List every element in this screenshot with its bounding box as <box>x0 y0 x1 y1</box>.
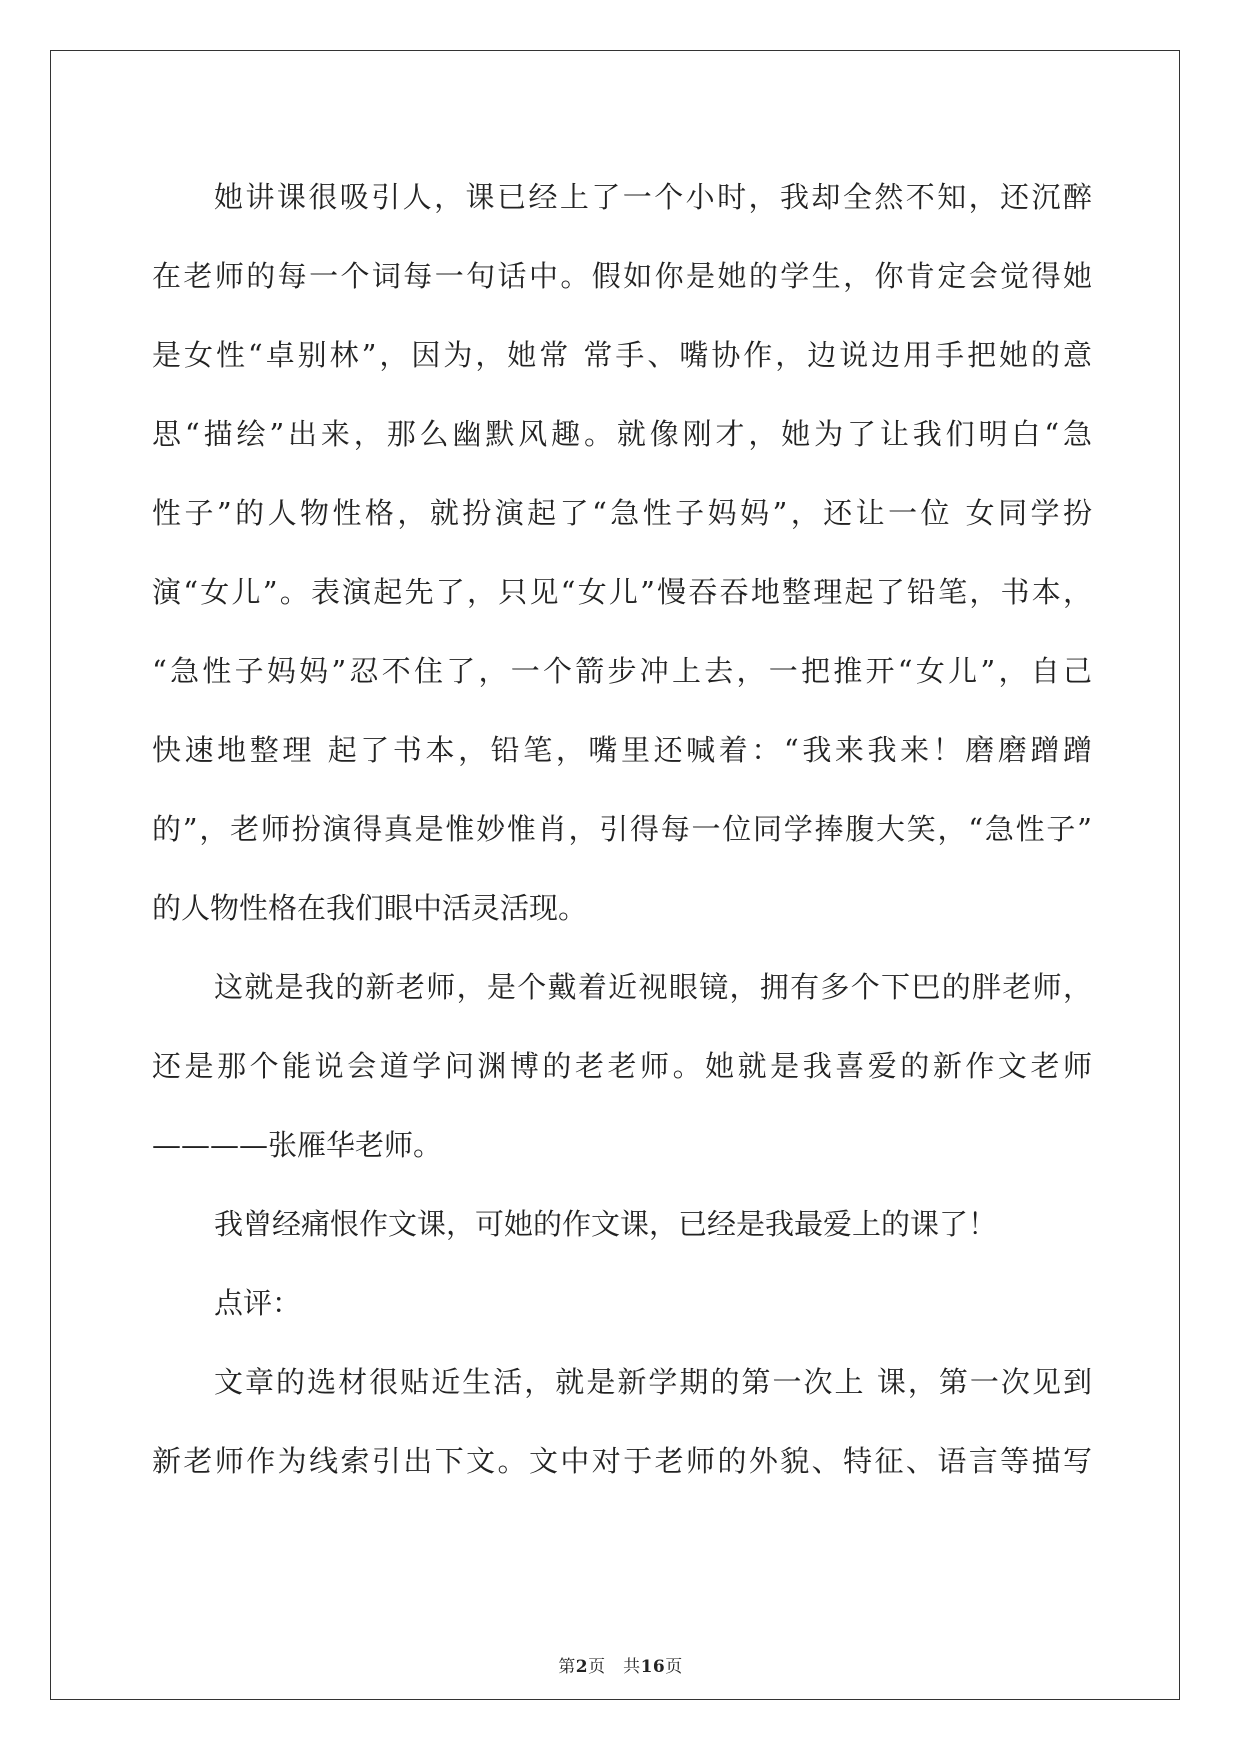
text-line: 新老师作为线索引出下文。文中对于老师的外貌、特征、语言等描写 <box>152 1444 1092 1478</box>
text-line: 在老师的每一个词每一句话中。假如你是她的学生，你肯定会觉得她 <box>152 259 1092 293</box>
text-line: 这就是我的新老师，是个戴着近视眼镜，拥有多个下巴的胖老师， <box>214 970 1092 1004</box>
text-line: 还是那个能说会道学问渊博的老老师。她就是我喜爱的新作文老师 <box>152 1049 1092 1083</box>
page-footer <box>0 1652 1241 1677</box>
current-page-number: 2 <box>575 1657 589 1677</box>
text-line: 点评： <box>214 1286 302 1320</box>
text-line: 我曾经痛恨作文课，可她的作文课，已经是我最爱上的课了！ <box>214 1207 998 1241</box>
footer-prefix: 第 <box>558 1657 576 1677</box>
document-body <box>152 158 1092 1501</box>
footer-mid: 页 共 <box>588 1657 641 1677</box>
text-line: 的”，老师扮演得真是惟妙惟肖，引得每一位同学捧腹大笑，“急性子” <box>152 812 1092 846</box>
text-line: 演“女儿”。表演起先了，只见“女儿”慢吞吞地整理起了铅笔，书本， <box>152 575 1092 609</box>
text-line: “急性子妈妈”忍不住了，一个箭步冲上去，一把推开“女儿”，自己 <box>152 654 1092 688</box>
footer-suffix: 页 <box>665 1657 683 1677</box>
text-line: ————张雁华老师。 <box>152 1128 443 1162</box>
text-line: 是女性“卓别林”，因为，她常 常手、嘴协作，边说边用手把她的意 <box>152 338 1092 372</box>
text-line: 性子”的人物性格，就扮演起了“急性子妈妈”，还让一位 女同学扮 <box>152 496 1092 530</box>
total-page-count: 16 <box>640 1657 666 1677</box>
text-line: 快速地整理 起了书本，铅笔，嘴里还喊着：“我来我来！磨磨蹭蹭 <box>152 733 1092 767</box>
text-line: 的人物性格在我们眼中活灵活现。 <box>152 891 588 925</box>
text-line: 她讲课很吸引人，课已经上了一个小时，我却全然不知，还沉醉 <box>214 180 1092 214</box>
text-line: 文章的选材很贴近生活，就是新学期的第一次上 课，第一次见到 <box>214 1365 1092 1399</box>
text-line: 思“描绘”出来，那么幽默风趣。就像刚才，她为了让我们明白“急 <box>152 417 1092 451</box>
